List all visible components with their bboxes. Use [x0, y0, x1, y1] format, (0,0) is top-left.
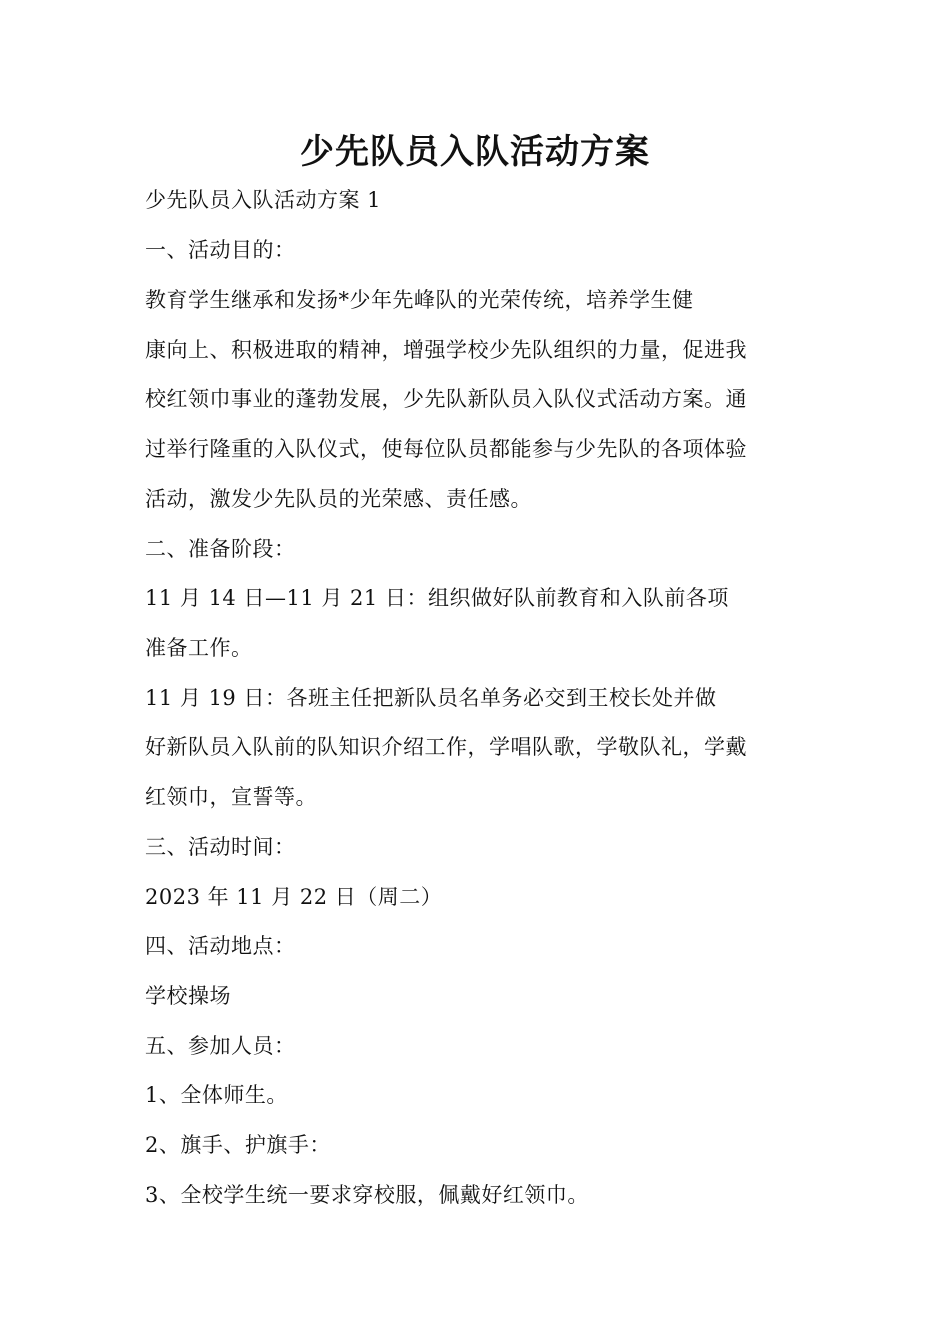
- body-line: 教育学生继承和发扬*少年先峰队的光荣传统，培养学生健: [145, 288, 694, 312]
- body-line: 准备工作。: [145, 636, 253, 660]
- body-line: 红领巾，宣誓等。: [145, 785, 317, 809]
- list-item: 2、旗手、护旗手：: [145, 1133, 331, 1157]
- body-line: 11 月 19 日：各班主任把新队员名单务必交到王校长处并做: [145, 686, 717, 710]
- subtitle-line: 少先队员入队活动方案 1: [145, 188, 382, 212]
- body-line: 校红领巾事业的蓬勃发展，少先队新队员入队仪式活动方案。通: [145, 387, 747, 411]
- section-heading: 五、参加人员：: [145, 1034, 296, 1058]
- section-heading: 二、准备阶段：: [145, 537, 296, 561]
- section-heading: 四、活动地点：: [145, 934, 296, 958]
- list-item: 3、全校学生统一要求穿校服，佩戴好红领巾。: [145, 1183, 589, 1207]
- body-line: 过举行隆重的入队仪式，使每位队员都能参与少先队的各项体验: [145, 437, 747, 461]
- body-line: 好新队员入队前的队知识介绍工作，学唱队歌，学敬队礼，学戴: [145, 735, 747, 759]
- section-heading: 一、活动目的：: [145, 238, 296, 262]
- body-line: 学校操场: [145, 984, 231, 1008]
- body-line: 11 月 14 日—11 月 21 日：组织做好队前教育和入队前各项: [145, 586, 729, 610]
- section-heading: 三、活动时间：: [145, 835, 296, 859]
- document-title: 少先队员入队活动方案: [300, 132, 650, 172]
- list-item: 1、全体师生。: [145, 1083, 288, 1107]
- body-line: 2023 年 11 月 22 日（周二）: [145, 885, 443, 909]
- body-line: 康向上、积极进取的精神，增强学校少先队组织的力量，促进我: [145, 338, 747, 362]
- body-line: 活动，激发少先队员的光荣感、责任感。: [145, 487, 532, 511]
